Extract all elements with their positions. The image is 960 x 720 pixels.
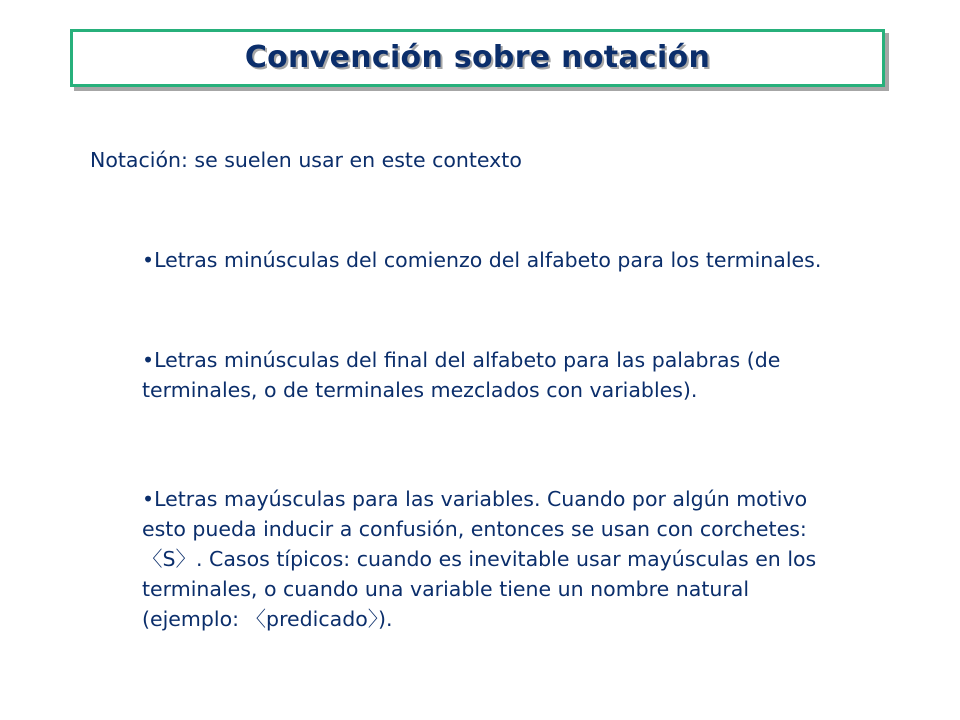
bullet-marker: • — [142, 348, 155, 372]
title-box — [70, 29, 885, 87]
bullet-text: Letras minúsculas del final del alfabeto para las palabras (de terminales, o de terminales mezclados con variables). — [142, 348, 781, 402]
bullet-item — [142, 345, 842, 405]
slide-title: Convención sobre notación — [244, 40, 711, 75]
bullet-marker: • — [142, 487, 155, 511]
bullet-text: Letras mayúsculas para las variables. Cuando por algún motivo esto pueda inducir a confusión, entonces se usan con corchetes: 〈S〉. Casos típicos: cuando es inevitable usar mayúsculas en los terminales, o cuando una variable tiene un nombre natural (ejemplo: 〈predicado〉). — [142, 487, 817, 631]
slide-content — [90, 145, 870, 631]
bullet-marker: • — [142, 248, 155, 272]
bullet-item — [142, 245, 842, 275]
bullet-item — [142, 484, 842, 634]
intro-text: Notación: se suelen usar en este contexto — [90, 148, 522, 172]
bullet-text: Letras minúsculas del comienzo del alfabeto para los terminales. — [154, 248, 822, 272]
